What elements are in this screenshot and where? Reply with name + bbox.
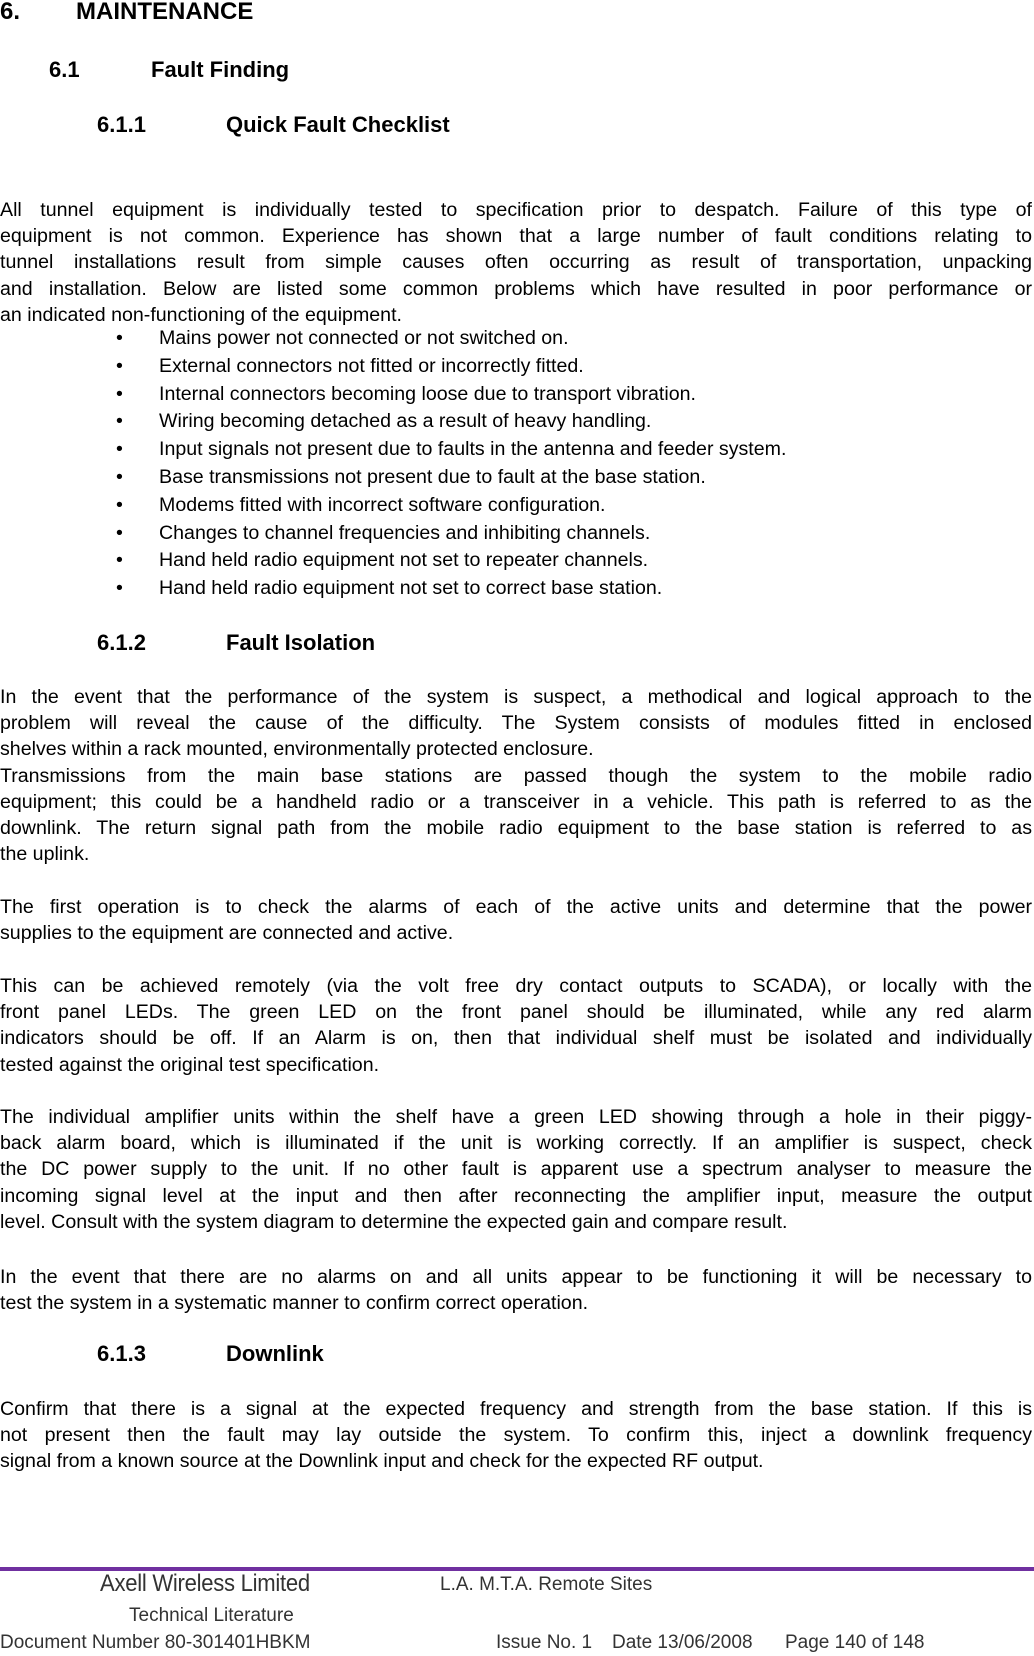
- paragraph-line: supplies to the equipment are connected and active.: [0, 922, 454, 945]
- paragraph-line: In the event that the performance of the system is suspect, a methodical and logical approach to the: [0, 686, 1032, 708]
- paragraph-line: test the system in a systematic manner to confirm correct operation.: [0, 1292, 589, 1315]
- list-item-text: Input signals not present due to faults in the antenna and feeder system.: [159, 438, 787, 461]
- subsection-number: 6.1.3: [97, 1341, 146, 1366]
- paragraph-line: back alarm board, which is illuminated if the unit is working correctly. If an amplifier is suspect, check: [0, 1132, 1032, 1155]
- list-item-text: Changes to channel frequencies and inhibiting channels.: [159, 521, 651, 544]
- paragraph-line: Confirm that there is a signal at the expected frequency and strength from the base station. If this is: [0, 1398, 1032, 1420]
- list-item-text: Hand held radio equipment not set to correct base station.: [159, 577, 663, 600]
- document-number: Document Number 80-301401HBKM: [0, 1632, 311, 1653]
- subsection-title: Fault Isolation: [226, 630, 376, 655]
- bullet-icon: •: [116, 521, 123, 544]
- bullet-icon: •: [116, 410, 123, 433]
- paragraph-line: the DC power supply to the unit. If no other fault is apparent use a spectrum analyser to measure the: [0, 1158, 1032, 1181]
- paragraph-line: This can be achieved remotely (via the volt free dry contact outputs to SCADA), or locally with the: [0, 975, 1032, 997]
- paragraph-line: the uplink.: [0, 843, 90, 866]
- chapter-number: 6.: [0, 0, 21, 25]
- list-item: [0, 381, 1034, 409]
- paragraph-line: an indicated non-functioning of the equipment.: [0, 303, 402, 326]
- bullet-icon: •: [116, 493, 123, 516]
- list-item: [0, 325, 1034, 353]
- list-item: [0, 575, 1034, 603]
- paragraph: [0, 684, 1032, 867]
- paragraph-line: tunnel installations result from simple causes often occurring as result of transportation, unpacking: [0, 251, 1032, 274]
- page-number: Page 140 of 148: [785, 1632, 925, 1653]
- list-item: [0, 436, 1034, 464]
- paragraph-line: signal from a known source at the Downlink input and check for the expected RF output.: [0, 1450, 764, 1473]
- bullet-icon: •: [116, 438, 123, 461]
- list-item-text: Hand held radio equipment not set to repeater channels.: [159, 549, 649, 572]
- paragraph-line: All tunnel equipment is individually tested to specification prior to despatch. Failure of this type of: [0, 199, 1032, 221]
- list-item: [0, 353, 1034, 381]
- paragraph-line: The first operation is to check the alarms of each of the active units and determine that the power: [0, 896, 1032, 918]
- paragraph-line: level. Consult with the system diagram to determine the expected gain and compare result.: [0, 1210, 788, 1233]
- paragraph-line: not present then the fault may lay outside the system. To confirm this, inject a downlink frequency: [0, 1424, 1032, 1447]
- list-item-text: Wiring becoming detached as a result of heavy handling.: [159, 410, 652, 433]
- list-item: [0, 520, 1034, 548]
- paragraph: [0, 197, 1032, 328]
- bullet-icon: •: [116, 327, 123, 349]
- issue-number: Issue No. 1: [496, 1632, 593, 1653]
- subsection-number: 6.1.1: [97, 112, 146, 137]
- bullet-icon: •: [116, 577, 123, 600]
- subsection-number: 6.1.2: [97, 630, 146, 655]
- issue-date: Date 13/06/2008: [612, 1632, 753, 1653]
- list-item: [0, 408, 1034, 436]
- paragraph-line: equipment is not common. Experience has shown that a large number of fault conditions relating to: [0, 225, 1032, 248]
- list-item: [0, 547, 1034, 575]
- footer-subtitle: Technical Literature: [129, 1605, 294, 1626]
- section-number: 6.1: [49, 57, 80, 82]
- bullet-icon: •: [116, 465, 123, 488]
- paragraph-line: front panel LEDs. The green LED on the front panel should be illuminated, while any red alarm: [0, 1001, 1032, 1024]
- paragraph-line: In the event that there are no alarms on and all units appear to be functioning it will be necessary to: [0, 1266, 1032, 1288]
- project-name: L.A. M.T.A. Remote Sites: [440, 1574, 653, 1595]
- bullet-icon: •: [116, 382, 123, 405]
- paragraph-line: and installation. Below are listed some common problems which have resulted in poor performance or: [0, 277, 1032, 300]
- chapter-title: MAINTENANCE: [76, 0, 254, 25]
- section-title: Fault Finding: [151, 57, 290, 82]
- paragraph-line: incoming signal level at the input and then after reconnecting the amplifier input, measure the output: [0, 1184, 1032, 1207]
- paragraph-line: downlink. The return signal path from the mobile radio equipment to the base station is referred to as: [0, 816, 1032, 839]
- paragraph-line: Transmissions from the main base stations are passed though the system to the mobile radio: [0, 764, 1032, 787]
- paragraph: [0, 894, 1032, 946]
- paragraph-line: tested against the original test specification.: [0, 1053, 380, 1076]
- paragraph-line: problem will reveal the cause of the difficulty. The System consists of modules fitted in enclosed: [0, 712, 1032, 735]
- list-item-text: Mains power not connected or not switched on.: [159, 327, 569, 349]
- company-name: Axell Wireless Limited: [100, 1570, 310, 1597]
- bullet-list: [0, 325, 1034, 603]
- subsection-title: Quick Fault Checklist: [226, 112, 450, 137]
- paragraph-line: shelves within a rack mounted, environmentally protected enclosure.: [0, 738, 594, 761]
- list-item: [0, 464, 1034, 492]
- paragraph-line: equipment; this could be a handheld radio or a transceiver in a vehicle. This path is referred to as the: [0, 790, 1032, 813]
- list-item-text: External connectors not fitted or incorrectly fitted.: [159, 354, 584, 377]
- bullet-icon: •: [116, 354, 123, 377]
- paragraph: [0, 1396, 1032, 1475]
- list-item-text: Internal connectors becoming loose due to transport vibration.: [159, 382, 696, 405]
- list-item: [0, 492, 1034, 520]
- list-item-text: Modems fitted with incorrect software configuration.: [159, 493, 606, 516]
- subsection-title: Downlink: [226, 1341, 324, 1366]
- list-item-text: Base transmissions not present due to fault at the base station.: [159, 465, 706, 488]
- bullet-icon: •: [116, 549, 123, 572]
- paragraph-line: indicators should be off. If an Alarm is on, then that individual shelf must be isolated and individually: [0, 1027, 1032, 1050]
- paragraph-line: The individual amplifier units within the shelf have a green LED showing through a hole in their piggy-: [0, 1106, 1032, 1128]
- paragraph: [0, 973, 1032, 1078]
- paragraph: [0, 1104, 1032, 1235]
- paragraph: [0, 1264, 1032, 1316]
